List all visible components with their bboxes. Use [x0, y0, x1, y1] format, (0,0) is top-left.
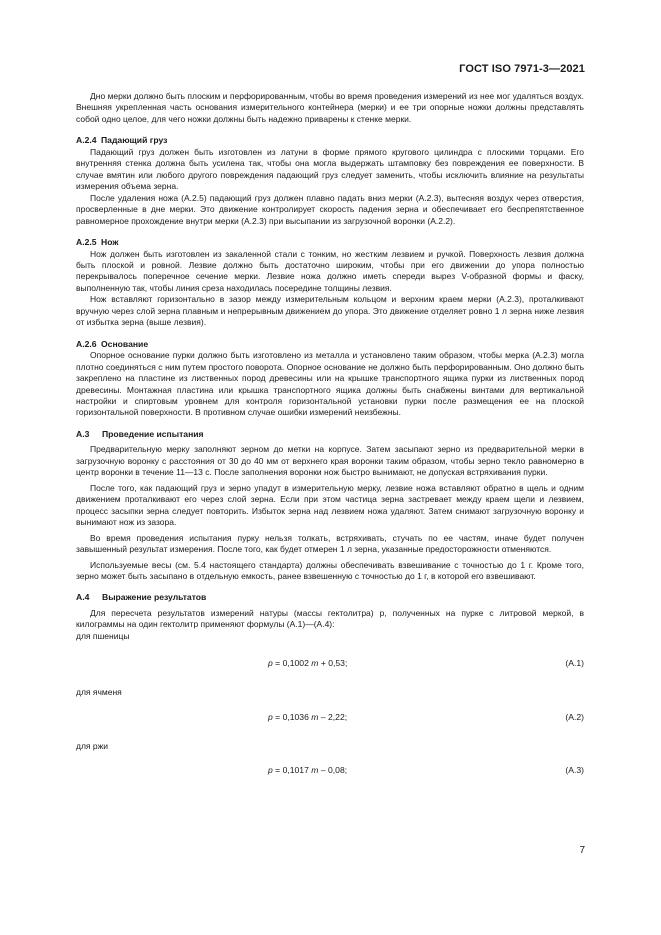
paragraph: Нож должен быть изготовлен из закаленной стали с тонким, но жестким лезвием и ручкой. Поверхность лезвия должна быть плоской и ровной. Лезвие должно быть достаточно широким, чтобы при его движении до упора полностью перекрывалось поперечное сечение мерки. Лезвие ножа должно иметь спереди вырез V-образной формы и фаску, выполненную так, чтобы линия среза находилась посередине толщины лезвия. — [76, 248, 584, 293]
standard-header: ГОСТ ISO 7971-3—2021 — [459, 63, 585, 75]
paragraph: Используемые весы (см. 5.4 настоящего стандарта) должны обеспечивать взвешивание с точностью до 1 г. Кроме того, зерно может быть засыпано в отдельную емкость, ранее взвешенную с точностью до 1 г, в которой его взвешивают. — [76, 559, 584, 581]
section-number: А.2.5 — [76, 237, 97, 248]
formula-crop-label: для ячменя — [76, 687, 122, 698]
paragraph: После удаления ножа (А.2.5) падающий груз должен плавно падать вниз мерки (А.2.3), вытесняя воздух через отверстия, просверленные в дне мерки. Это движение контролирует скорость падения зерна и обеспечивает его беспрепятственное равномерное прохождение внутри мерки (А.2.3) при высыпании из загрузочной воронки (А.2.2). — [76, 192, 584, 226]
section-title: Падающий груз — [101, 135, 168, 146]
formula-crop-label: для ржи — [76, 740, 109, 751]
paragraph: Предварительную мерку заполняют зерном до метки на корпусе. Затем засыпают зерно из предварительной мерки в загрузочную воронку с расстояния от 30 до 40 мм от верхнего края воронки таким образом, чтобы зерно текло равномерно в центр воронки в течение 11—13 с. После заполнения воронки нож быстро вынимают, не допуская встряхивания пурки. — [76, 444, 584, 478]
intro-paragraph: Дно мерки должно быть плоским и перфорированным, чтобы во время проведения измерений из нее мог удаляться воздух. Внешняя укрепленная часть основания измерительного контейнера (мерки) и ее три опорные ножки должны представлять собой одно целое, для чего ножки должны быть надежно приварены к стенке мерки. — [76, 91, 584, 124]
section-title: Основание — [101, 338, 149, 349]
section-title: Проведение испытания — [102, 428, 204, 439]
formula-expression: р = 0,1017 m – 0,08; — [268, 765, 348, 776]
formula-number: (А.3) — [565, 765, 584, 776]
section-number: А.4 — [76, 592, 90, 603]
section-heading-a3 — [76, 429, 584, 441]
section-heading-a25 — [76, 237, 584, 249]
paragraph: После того, как падающий груз и зерно упадут в измерительную мерку, лезвие ножа вставляют обратно в щель и одним движением проталкивают его через слой зерна. Если при этом частица зерна застревает между краем щели и лезвием, процесс засыпки зерна следует повторить. Избыток зерна над лезвием ножа удаляют. Затем снимают загрузочную воронку и вынимают нож из зазора. — [76, 482, 584, 528]
formula-crop-label: для пшеницы — [76, 630, 130, 641]
section-heading-a26 — [76, 339, 584, 351]
formula-number: (А.2) — [565, 711, 584, 722]
paragraph: Для пересчета результатов измерений натуры (массы гектолитра) р, полученных на пурке с литровой меркой, в килограммы на один гектолитр применяют формулы (А.1)—(А.4): — [76, 607, 584, 630]
formula-a3 — [76, 763, 584, 777]
section-title: Выражение результатов — [102, 592, 207, 603]
paragraph: Нож вставляют горизонтально в зазор между измерительным кольцом и верхним краем мерки (А.2.3), проталкивают вручную через слой зерна плавным и непрерывным движением до упора. Это движение отделяет ровно 1 л зерна ниже лезвия от избытка зерна (выше лезвия). — [76, 294, 584, 328]
section-heading-a4 — [76, 592, 584, 604]
paragraph: Во время проведения испытания пурку нельзя толкать, встряхивать, стучать по ее частям, иначе будет получен завышенный результат измерения. После того, как будет отмерен 1 л зерна, указанные предосторожности отменяются. — [76, 532, 584, 555]
formula-a1 — [76, 656, 584, 670]
formula-number: (А.1) — [565, 658, 584, 669]
page-number: 7 — [579, 845, 585, 856]
paragraph: Падающий груз должен быть изготовлен из латуни в форме прямого кругового цилиндра с плоскими торцами. Его внутренняя стенка должна быть усилена так, чтобы она могла выдержать штамповку без повреждения ее поверхности. В случае вмятин или любого другого повреждения падающий груз следует заменить, чтобы исключить влияние на результаты измерения объема зерна. — [76, 146, 584, 192]
formula-a2 — [76, 710, 584, 724]
document-body — [76, 91, 584, 777]
section-title: Нож — [101, 237, 119, 248]
section-heading-a24 — [76, 135, 584, 147]
formula-expression: р = 0,1036 m – 2,22; — [268, 711, 348, 722]
section-number: А.2.6 — [76, 338, 97, 349]
formula-expression: р = 0,1002 m + 0,53; — [268, 658, 348, 669]
paragraph: Опорное основание пурки должно быть изготовлено из металла и установлено таким образом, чтобы мерка (А.2.3) могла плотно соединяться с ним путем простого поворота. Опорное основание не должно быть перфорированным. Оно должно быть закреплено на пластине из лиственных пород древесины или на крышке транспортного ящика пурки из лиственных пород древесины. Монтажная пластина или крышка транспортного ящика должны быть снабжены винтами для вертикальной настройки и спиртовым уровнем для контроля горизонтальной установки пурки после размещения ее на плоской горизонтальной поверхности. В противном случае ошибки измерений неизбежны. — [76, 350, 584, 418]
section-number: А.3 — [76, 428, 90, 439]
section-number: А.2.4 — [76, 135, 97, 146]
